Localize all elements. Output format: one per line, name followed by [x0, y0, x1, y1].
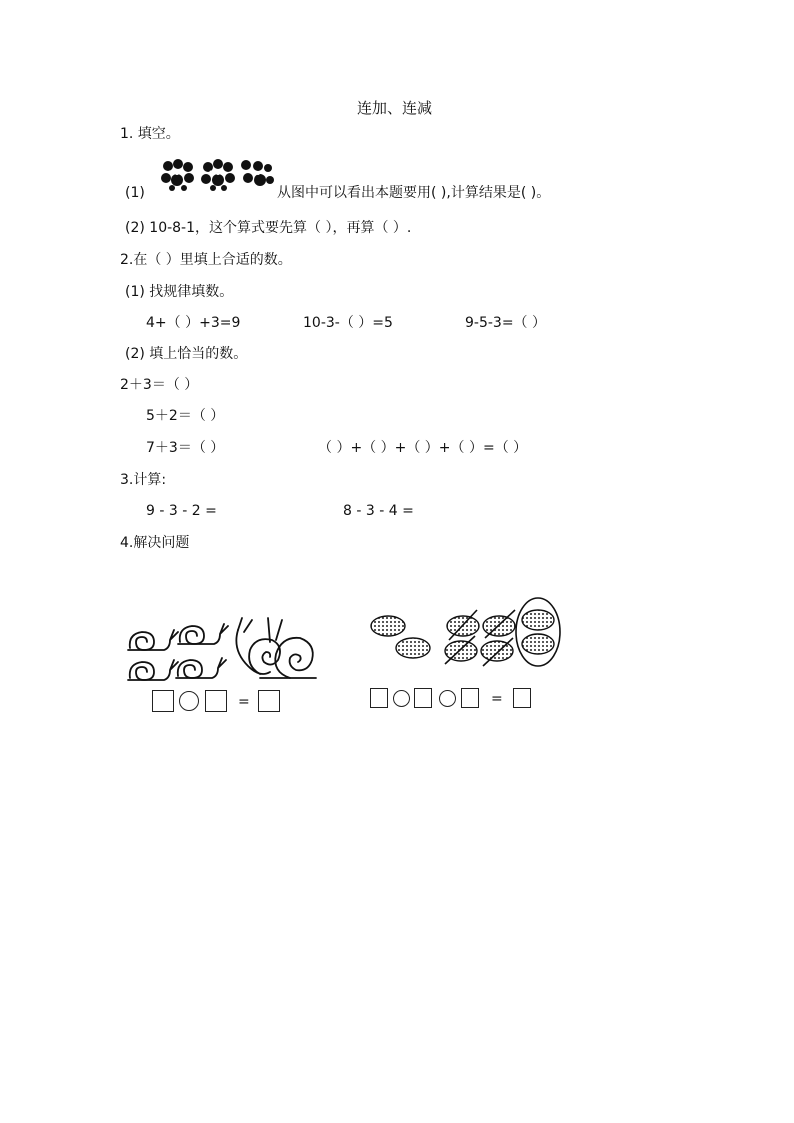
- answer-box[interactable]: [258, 690, 280, 712]
- oval-bean-icon: [371, 616, 405, 636]
- oval-bean-icon: [522, 634, 554, 654]
- q1-item2: (2) 10-8-1，这个算式要先算（ ），再算（ ）.: [125, 220, 412, 236]
- q2-line-3: 7＋3＝（ ）: [146, 440, 225, 456]
- answer-box[interactable]: [513, 688, 531, 708]
- q2-sub2: (2) 填上恰当的数。: [125, 346, 248, 362]
- equals-sign: =: [491, 691, 503, 707]
- circled-group-icon: [516, 598, 560, 666]
- operator-circle[interactable]: [439, 690, 456, 707]
- oval-bean-icon: [481, 641, 513, 661]
- q3-expr-2: 8 - 3 - 4 =: [343, 503, 414, 519]
- answer-box[interactable]: [370, 688, 388, 708]
- operator-circle[interactable]: [179, 691, 199, 711]
- equals-sign: =: [238, 694, 250, 710]
- oval-bean-icon: [522, 610, 554, 630]
- answer-box[interactable]: [152, 690, 174, 712]
- q2-pattern-3: 9-5-3=（ ）: [465, 315, 547, 331]
- q2-heading: 2.在（ ）里填上合适的数。: [120, 252, 292, 268]
- q1-item1-text: 从图中可以看出本题要用( ),计算结果是( )。: [277, 185, 551, 201]
- q2-sub1: (1) 找规律填数。: [125, 284, 234, 300]
- q2-pattern-1: 4+（ ）+3=9: [146, 315, 241, 331]
- flower-cluster-icon: [158, 158, 278, 194]
- bean-picture: [365, 596, 565, 668]
- q3-heading: 3.计算:: [120, 472, 167, 488]
- page-title: 连加、连减: [357, 99, 433, 117]
- q4-heading: 4.解决问题: [120, 535, 190, 551]
- snail-icon: [176, 658, 226, 678]
- snail-icon: [128, 630, 178, 650]
- q1-item1-number: (1): [125, 185, 145, 201]
- answer-box[interactable]: [461, 688, 479, 708]
- snail-icon: [128, 660, 178, 680]
- snail-icon: [260, 618, 316, 678]
- q2-long-expression: （ ）+（ ）+（ ）+（ ）=（ ）: [318, 440, 528, 456]
- oval-bean-icon: [396, 638, 430, 658]
- q2-line-2: 5＋2＝（ ）: [146, 408, 225, 424]
- oval-bean-icon: [445, 641, 477, 661]
- operator-circle[interactable]: [393, 690, 410, 707]
- snail-icon: [178, 624, 228, 644]
- answer-box[interactable]: [205, 690, 227, 712]
- snail-icon: [236, 618, 280, 674]
- q2-line-1: 2＋3＝（ ）: [120, 377, 199, 393]
- q1-heading: 1. 填空。: [120, 126, 180, 142]
- q2-pattern-2: 10-3-（ ）=5: [303, 315, 393, 331]
- snail-picture: [120, 590, 320, 690]
- q3-expr-1: 9 - 3 - 2 =: [146, 503, 217, 519]
- answer-box[interactable]: [414, 688, 432, 708]
